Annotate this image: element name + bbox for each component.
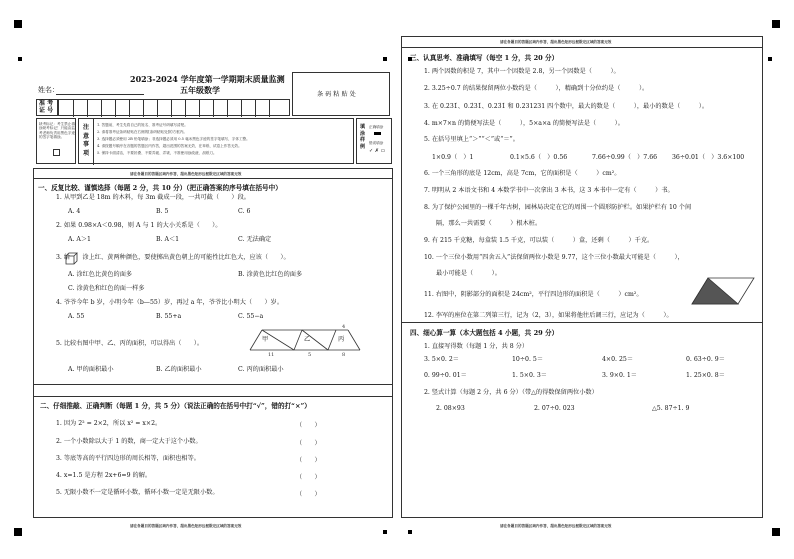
part3-heading: 三、认真思考、准确填写（每空 1 分，共 20 分） — [410, 54, 559, 62]
vertical-calc[interactable]: 2. 08×93 — [436, 405, 465, 412]
fill-item: 6. 一个三角形的底是 12cm，高是 7cm，它的面积是（ ）cm²。 — [424, 170, 621, 177]
compare-item[interactable]: 1×0.9（ ）1 — [432, 154, 474, 161]
part1-heading: 一、反复比较、谨慎选择（每题 2 分，共 10 分）（把正确答案的序号填在括号中） — [38, 184, 282, 192]
figure-dim: 8 — [342, 352, 346, 358]
wrong-fill-icon: ✓ ✗ ▭ — [369, 148, 386, 154]
fill-item: 隔，那么一共需要（ ）根木桩。 — [436, 220, 542, 227]
compare-item[interactable]: 7.66÷0.99（ ）7.66 — [592, 154, 658, 161]
judge-item: 2. 一个小数除以大于 1 的数，商一定大于这个小数。 — [56, 438, 202, 445]
option[interactable]: A. 涂红色比黄色的面多 — [68, 271, 133, 278]
missing-exam-label: 缺考标记：考生禁止填涂缺考标记！只能由监考老师负责用黑色字迹的签字笔填涂。 — [39, 122, 75, 140]
figure-label-bing: 丙 — [338, 336, 345, 343]
registration-mark — [383, 530, 387, 534]
missing-exam-box — [36, 118, 76, 164]
registration-mark — [408, 530, 412, 534]
judge-answer[interactable]: （ ） — [296, 457, 321, 464]
question: 1. 从甲到乙是 18m 的木料，每 3m 截成一段，一共可截（ ）段。 — [56, 194, 250, 201]
registration-mark — [14, 528, 22, 536]
vertical-calc[interactable]: △5. 87÷1. 9 — [652, 405, 690, 412]
barcode-box — [292, 72, 390, 116]
notes-label: 注意事项 — [83, 124, 90, 158]
cube-icon — [65, 250, 78, 263]
figure-dim: 4 — [342, 324, 346, 330]
option[interactable]: C. 丙的面积最小 — [238, 366, 284, 373]
exam-subtitle: 五年级数学 — [180, 85, 220, 95]
option[interactable]: A. 甲的面积最小 — [68, 366, 114, 373]
compare-item[interactable]: 36÷0.01（ ）3.6×100 — [672, 154, 745, 161]
id-label: 准 考 证 号 — [39, 100, 54, 114]
warning-text: 请在各题目的答题区域内作答，超出黑色矩形边框限定区域的答案无效 — [130, 172, 242, 176]
fill-item: 4. m×7×n 的简便写法是（ ），5×a×a 的简便写法是（ ）。 — [424, 120, 624, 127]
option[interactable]: B. 涂黄色比红色的面多 — [238, 271, 303, 278]
id-label-cell — [36, 99, 58, 116]
oral-calc[interactable]: 1. 25×0. 8＝ — [686, 372, 725, 379]
oral-calc[interactable]: 3. 5×0. 2＝ — [424, 356, 459, 363]
fill-item: 12. 李军的座位在第二列第三行，记为（2，3），如果将他往后调三行，应记为（ ）。 — [424, 312, 673, 319]
question: 5. 比较右图中甲、乙、丙的面积，可以得出（ ）。 — [56, 340, 204, 347]
fill-example-box — [356, 118, 392, 164]
sub-heading: 1. 直接写得数（每题 1 分，共 8 分） — [424, 343, 529, 350]
figure-label-yi: 乙 — [304, 336, 311, 343]
question: 2. 如果 0.98×A＜0.98，则 A 与 1 的大小关系是（ ）。 — [56, 222, 222, 229]
option[interactable]: A. 4 — [68, 208, 81, 215]
option[interactable]: B. 55+a — [156, 313, 182, 320]
correct-fill-label: 正确填涂 — [369, 125, 384, 129]
judge-answer[interactable]: （ ） — [296, 474, 321, 481]
oral-calc[interactable]: 10÷0. 5＝ — [512, 356, 544, 363]
fill-item: 2. 3.25÷0.7 的结果保留两位小数约是（ ），精确到十分位约是（ ）。 — [424, 85, 649, 92]
fill-item: 7. 明明从 2 本语文书和 4 本数学书中一次拿出 3 本书，这 3 本书中一定有（ ）书。 — [424, 187, 674, 194]
judge-answer[interactable]: （ ） — [296, 422, 321, 429]
missing-exam-checkbox[interactable] — [53, 149, 60, 156]
note-item: 2. 请将准考证条码粘贴在右侧的[条码粘贴处]的方框内。 — [97, 130, 188, 134]
registration-mark — [772, 528, 780, 536]
judge-item: 5. 无限小数不一定是循环小数，循环小数一定是无限小数。 — [56, 489, 219, 496]
warning-text: 请在各题目的答题区域内作答，超出黑色矩形边框限定区域的答案无效 — [500, 40, 612, 44]
oral-calc[interactable]: 1. 5×0. 3＝ — [512, 372, 547, 379]
wrong-fill-label: 错误填涂 — [369, 141, 384, 145]
oral-calc[interactable]: 3. 9×0. 1＝ — [602, 372, 637, 379]
sub-heading: 2. 竖式计算（每题 2 分，共 6 分）（带△的得数保留两位小数） — [424, 389, 598, 396]
figure-dim: 5 — [308, 352, 312, 358]
oral-calc[interactable]: 0. 63÷0. 9＝ — [686, 356, 725, 363]
oral-calc[interactable]: 4×0. 25＝ — [602, 356, 634, 363]
warning-text: 请在各题目的答题区域内作答，超出黑色矩形边框限定区域的答案无效 — [500, 524, 612, 528]
judge-item: 3. 等底等高的平行四边形的周长相等，面积也相等。 — [56, 455, 200, 462]
name-field[interactable] — [56, 94, 144, 95]
option[interactable]: C. 55−a — [238, 313, 264, 320]
registration-mark — [14, 20, 22, 28]
parallelogram-figure — [690, 276, 756, 306]
judge-answer[interactable]: （ ） — [296, 491, 321, 498]
figure-label-jia: 甲 — [262, 336, 269, 343]
registration-mark — [383, 57, 387, 61]
note-item: 3. 选择题必须使用 2B 铅笔填涂；非选择题必须用 0.5 毫米黑色字迹的签字笔填写，字体工整。 — [97, 137, 250, 141]
warning-text: 请在各题目的答题区域内作答，超出黑色矩形边框限定区域的答案无效 — [130, 524, 242, 528]
option[interactable]: B. 5 — [156, 208, 169, 215]
registration-mark — [772, 20, 780, 28]
fill-item: 1. 两个因数的积是 7，其中一个因数是 2.8，另一个因数是（ ）。 — [424, 68, 620, 75]
fill-item: 9. 有 215 千克糖，每盒装 1.5 千克，可以装（ ）盒，还剩（ ）千克。 — [424, 237, 654, 244]
option[interactable]: C. 6 — [238, 208, 251, 215]
question: 3. 给 涂上红、黄两种颜色，要使掷出黄色朝上的可能性比红色大，应该（ ）。 — [56, 254, 290, 261]
fill-item: 3. 在 0.231̇、0.2̇31̇、0.23̇1̇ 和 0.231231 四个数中，最大的数是（ ），最小的数是（ ）。 — [424, 103, 709, 110]
exam-id-grid[interactable] — [58, 99, 290, 116]
correct-fill-icon — [374, 132, 381, 135]
compare-item[interactable]: 0.1×5.6（ ）0.56 — [510, 154, 568, 161]
vertical-calc[interactable]: 2. 07÷0. 023 — [534, 405, 575, 412]
note-item: 5. 保持卡面清洁，不要折叠、不要弄破、弄皱，不准使用涂改液、刮纸刀。 — [97, 151, 217, 155]
option[interactable]: B. A＜1 — [156, 236, 180, 243]
option[interactable]: A. 55 — [68, 313, 85, 320]
fill-item: 10. 一个三位小数用“四舍五入”法保留两位小数是 9.77，这个三位小数最大可能是（ ）， — [424, 254, 684, 261]
name-label: 姓名： — [38, 86, 59, 94]
registration-mark — [768, 57, 772, 61]
judge-item: 4. x=1.5 是方程 2x+6=9 的解。 — [56, 472, 152, 479]
fill-item: 最小可能是（ ）。 — [436, 270, 501, 277]
option[interactable]: B. 乙的面积最小 — [156, 366, 202, 373]
fill-example-label: 填涂样例 — [360, 124, 366, 150]
part2-heading: 二、仔细推敲、正确判断（每题 1 分，共 5 分）（说法正确的在括号中打“√”，错的打“×”） — [40, 402, 311, 410]
part4-heading: 四、细心算一算（本大题包括 4 小题，共 29 分） — [410, 329, 559, 337]
registration-mark — [18, 57, 22, 61]
question: 4. 爷爷今年 b 岁，小明今年（b—55）岁，再过 a 年，爷爷比小明大（ ）岁。 — [56, 299, 284, 306]
exam-title: 2023-2024 学年度第一学期期末质量监测 — [130, 74, 285, 84]
note-item: 1. 答题前，考生先将自己的姓名、准考证号码填写清楚。 — [97, 123, 188, 127]
fill-item: 8. 为了保护公园里的一棵千年古树，园林局决定在它的周围一个圆形防护栏。如果护栏有 10 个间 — [424, 204, 692, 211]
fill-item: 11. 右图中，阴影部分的面积是 24cm²，平行四边形的面积是（ ）cm²。 — [424, 291, 643, 298]
judge-answer[interactable]: （ ） — [296, 440, 321, 447]
option[interactable]: A. A＞1 — [68, 236, 91, 243]
barcode-label: 条 码 粘 贴 处 — [317, 91, 356, 98]
judge-item: 1. 因为 2² = 2×2，所以 x² = x×2。 — [56, 420, 162, 427]
notes-box — [78, 118, 354, 164]
option[interactable]: C. 涂黄色和红色的面一样多 — [68, 285, 145, 292]
note-item: 4. 请按题号顺序在各题的答题区内作答，超出范围的答案无效，在草纸、试卷上作答无效。 — [97, 144, 242, 148]
option[interactable]: C. 无法确定 — [238, 236, 272, 243]
fill-item: 5. 在括号里填上“＞”“＜”或“＝”。 — [424, 136, 519, 143]
area-figure — [248, 324, 362, 358]
figure-dim: 11 — [268, 352, 275, 358]
oral-calc[interactable]: 0. 99÷0. 01＝ — [424, 372, 467, 379]
